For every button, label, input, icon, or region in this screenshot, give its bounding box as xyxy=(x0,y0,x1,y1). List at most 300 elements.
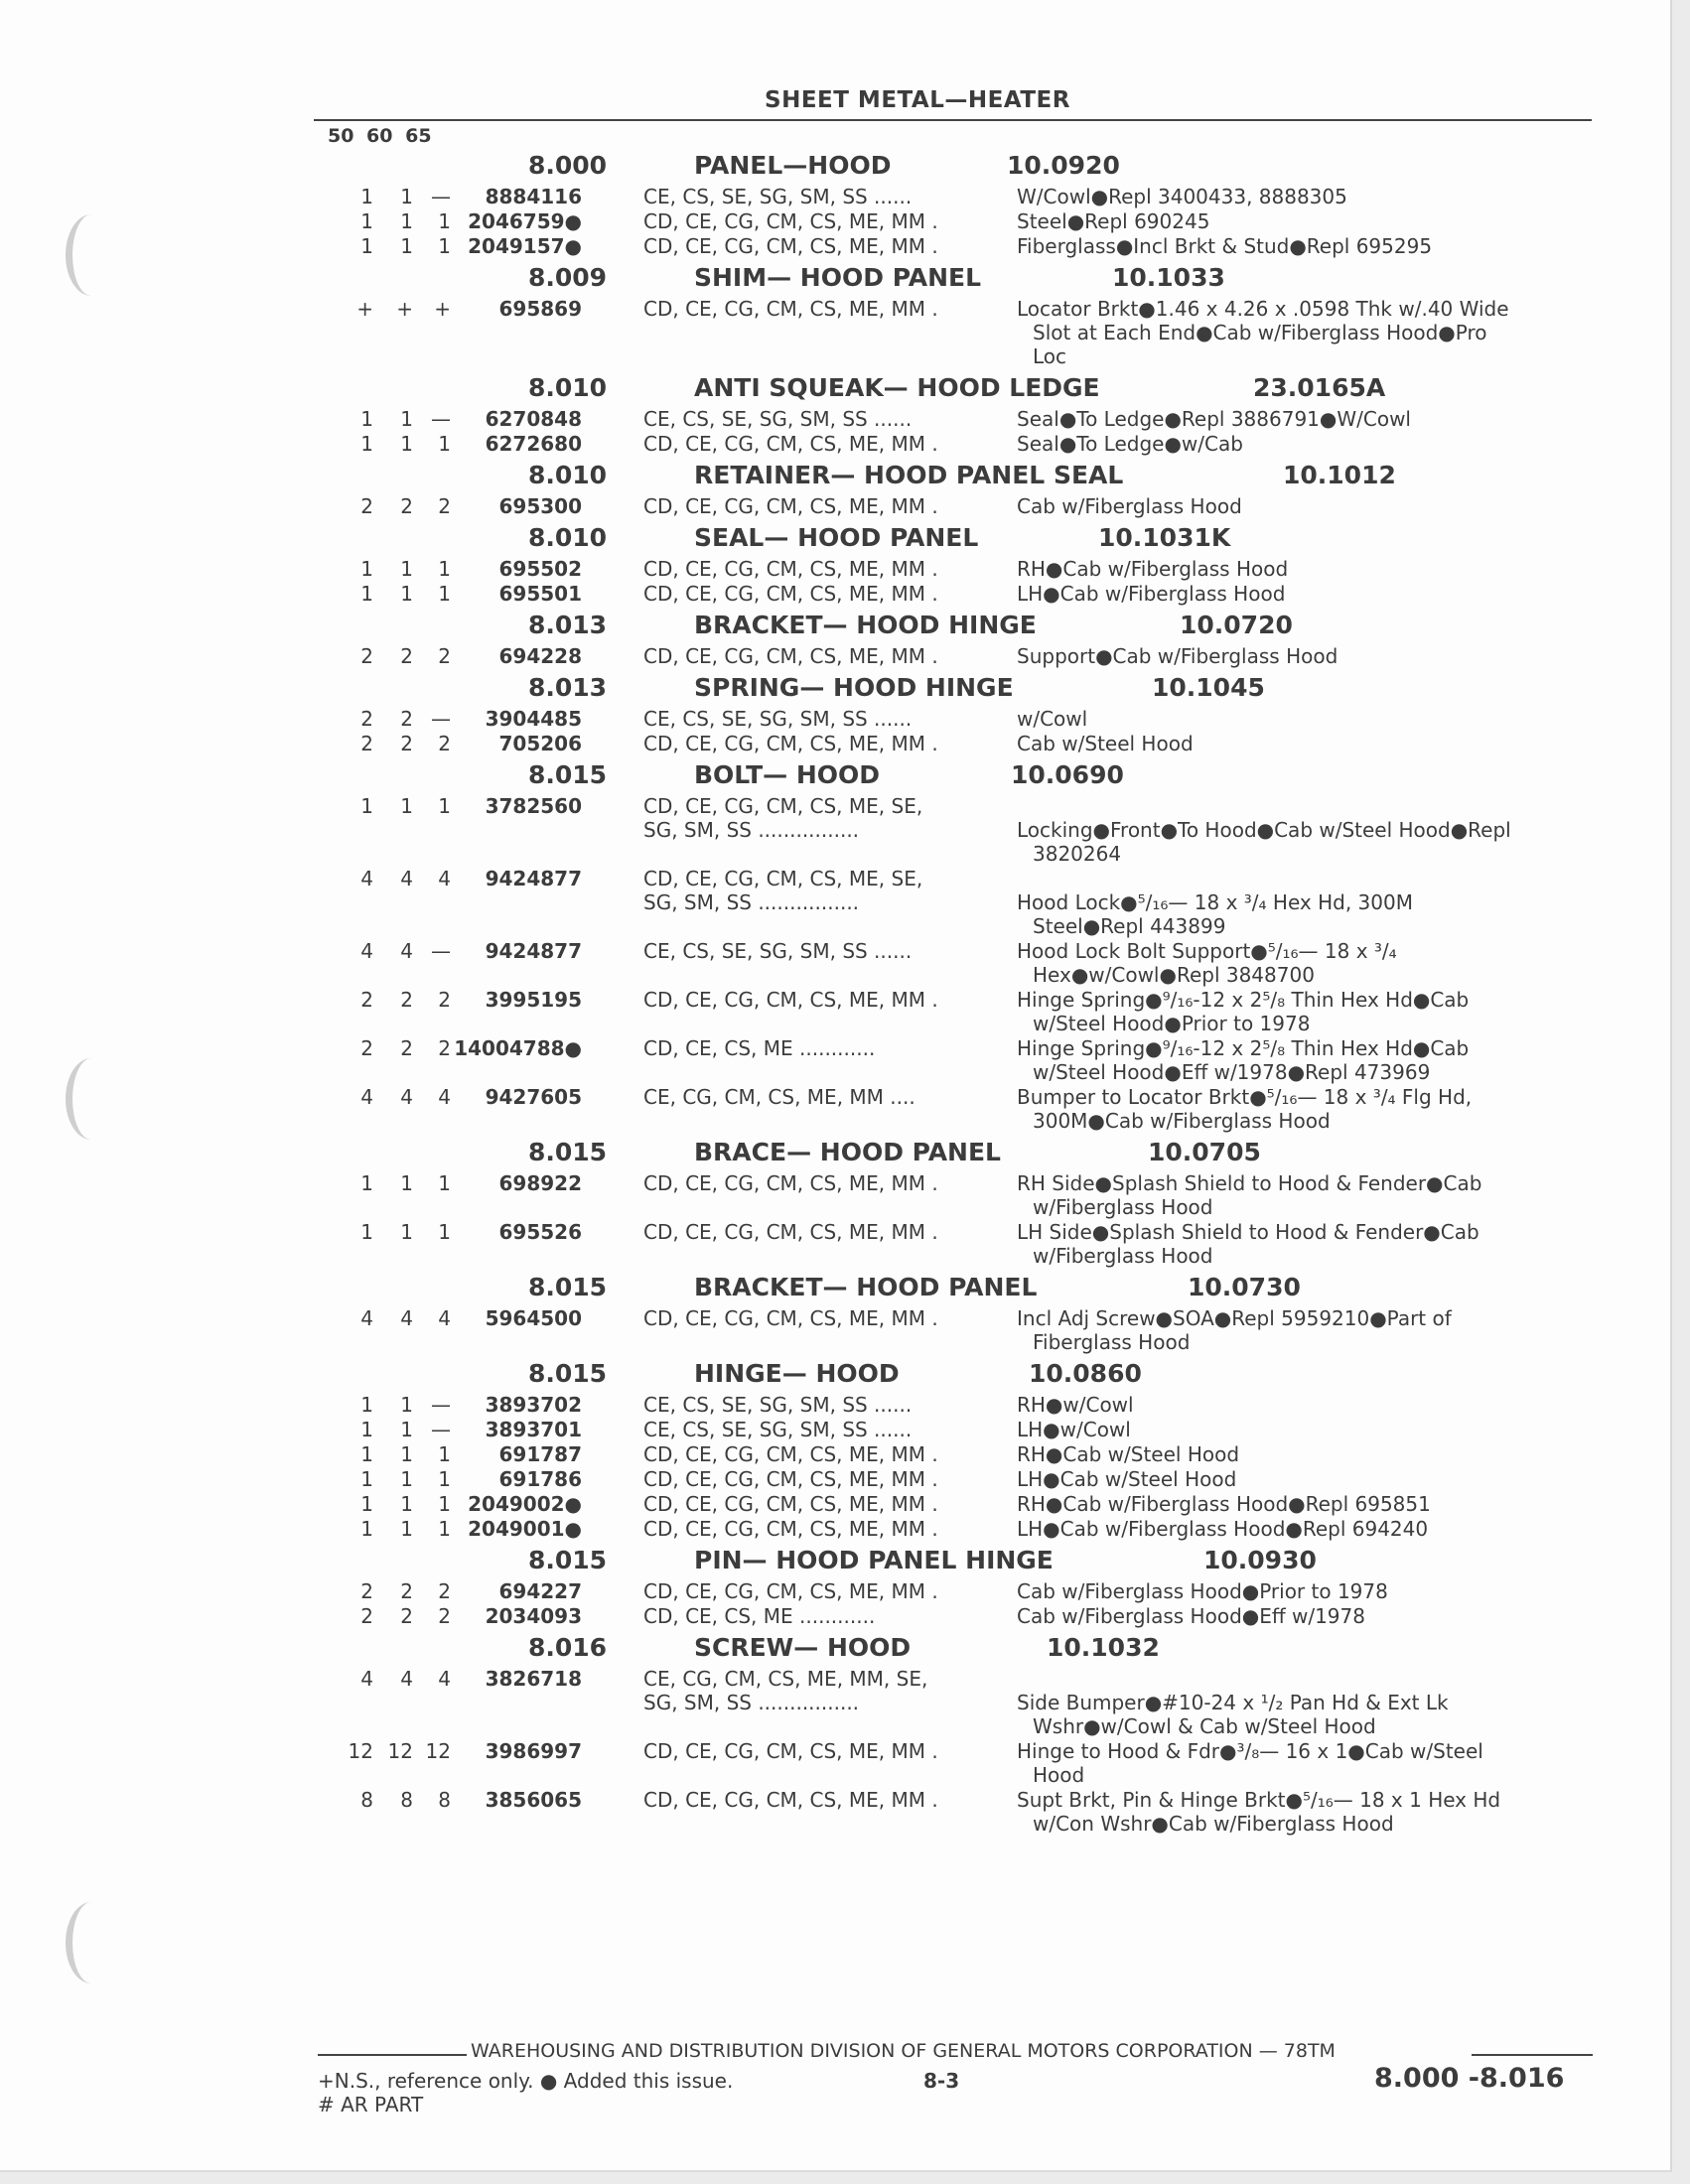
part-description: Cab w/Steel Hood xyxy=(1017,732,1194,755)
qty-65: 2 xyxy=(438,1579,451,1603)
parts-list xyxy=(0,147,1690,1837)
part-number: 695526 xyxy=(498,1220,582,1244)
part-description: Cab w/Fiberglass Hood xyxy=(1017,494,1242,518)
qty-50: 4 xyxy=(360,1085,373,1109)
part-number: 691787 xyxy=(498,1442,582,1466)
part-number: 3826718 xyxy=(485,1667,582,1691)
part-description: Seal●To Ledge●w/Cab xyxy=(1017,432,1243,456)
part-description: RH Side●Splash Shield to Hood & Fender●Cab xyxy=(1017,1171,1482,1195)
qty-60: 4 xyxy=(400,1306,413,1330)
qty-65: — xyxy=(431,1393,451,1417)
part-row xyxy=(0,988,1690,1036)
part-row xyxy=(0,1579,1690,1604)
part-row xyxy=(0,1220,1690,1269)
section-code: 10.0860 xyxy=(1029,1359,1142,1388)
part-description: W/Cowl●Repl 3400433, 8888305 xyxy=(1017,185,1347,208)
part-number: 2046759● xyxy=(468,209,582,233)
section-title: BRACKET— HOOD HINGE xyxy=(694,611,1037,639)
part-description: RH●Cab w/Fiberglass Hood xyxy=(1017,557,1289,581)
section-code: 10.1033 xyxy=(1112,263,1225,292)
part-description: LH●w/Cowl xyxy=(1017,1418,1131,1441)
model-codes: CD, CE, CG, CM, CS, ME, MM . xyxy=(643,234,938,258)
part-number: 14004788● xyxy=(454,1036,582,1060)
part-number: 3782560 xyxy=(485,794,582,818)
footer-notes: +N.S., reference only. ● Added this issue. xyxy=(318,2069,734,2093)
qty-65: 1 xyxy=(438,1517,451,1541)
qty-65: 4 xyxy=(438,867,451,890)
part-description: LH●Cab w/Steel Hood xyxy=(1017,1467,1237,1491)
section-heading xyxy=(0,669,1690,707)
qty-65: — xyxy=(431,1418,451,1441)
qty-65: 4 xyxy=(438,1085,451,1109)
qty-60: 4 xyxy=(400,1667,413,1691)
part-number: 9427605 xyxy=(485,1085,582,1109)
qty-50: 1 xyxy=(360,432,373,456)
model-codes: CD, CE, CG, CM, CS, ME, MM . xyxy=(643,1739,938,1763)
qty-50: 1 xyxy=(360,1467,373,1491)
part-description: 3820264 xyxy=(1033,842,1122,866)
qty-50: + xyxy=(356,297,373,321)
qty-65: 1 xyxy=(438,1442,451,1466)
qty-50: 1 xyxy=(360,1220,373,1244)
qty-50: 4 xyxy=(360,1306,373,1330)
part-description: Steel●Repl 690245 xyxy=(1017,209,1210,233)
model-codes: CD, CE, CG, CM, CS, ME, MM . xyxy=(643,1220,938,1244)
part-row xyxy=(0,1788,1690,1837)
section-code: 10.1031K xyxy=(1098,523,1231,552)
part-number: 3856065 xyxy=(485,1788,582,1812)
qty-50: 1 xyxy=(360,1517,373,1541)
qty-60: 1 xyxy=(400,1517,413,1541)
footer-division: WAREHOUSING AND DISTRIBUTION DIVISION OF GENERAL MOTORS CORPORATION — 78TM xyxy=(471,2040,1336,2062)
qty-50: 1 xyxy=(360,407,373,431)
qty-60: 1 xyxy=(400,407,413,431)
qty-50: 2 xyxy=(360,732,373,755)
part-row xyxy=(0,732,1690,756)
section-number: 8.015 xyxy=(528,1273,608,1301)
model-codes: CD, CE, CG, CM, CS, ME, MM . xyxy=(643,1306,938,1330)
model-codes-cont: SG, SM, SS ................ xyxy=(643,818,860,842)
part-description: w/Steel Hood●Eff w/1978●Repl 473969 xyxy=(1033,1060,1431,1084)
part-number: 3995195 xyxy=(485,988,582,1012)
part-row xyxy=(0,1085,1690,1134)
part-description: RH●Cab w/Fiberglass Hood●Repl 695851 xyxy=(1017,1492,1431,1516)
qty-50: 2 xyxy=(360,988,373,1012)
qty-60: 2 xyxy=(400,1036,413,1060)
model-codes: CD, CE, CG, CM, CS, ME, MM . xyxy=(643,1517,938,1541)
part-number: 698922 xyxy=(498,1171,582,1195)
model-codes: CD, CE, CG, CM, CS, ME, MM . xyxy=(643,1579,938,1603)
section-title: BRACKET— HOOD PANEL xyxy=(694,1273,1038,1301)
section-heading xyxy=(0,519,1690,557)
section-title: ANTI SQUEAK— HOOD LEDGE xyxy=(694,373,1100,402)
part-number: 3893702 xyxy=(485,1393,582,1417)
section-heading xyxy=(0,457,1690,494)
qty-60: 2 xyxy=(400,494,413,518)
qty-60: 1 xyxy=(400,557,413,581)
qty-60: + xyxy=(396,297,413,321)
qty-60: 2 xyxy=(400,732,413,755)
section-heading xyxy=(0,1629,1690,1667)
qty-65: 2 xyxy=(438,1036,451,1060)
part-description: Side Bumper●#10-24 x ¹/₂ Pan Hd & Ext Lk xyxy=(1017,1691,1449,1714)
header-rule xyxy=(314,119,1592,121)
model-codes: CD, CE, CG, CM, CS, ME, MM . xyxy=(643,1492,938,1516)
part-row xyxy=(0,1492,1690,1517)
qty-60: 12 xyxy=(387,1739,413,1763)
model-codes: CE, CS, SE, SG, SM, SS ...... xyxy=(643,1418,913,1441)
part-row xyxy=(0,1306,1690,1355)
section-heading xyxy=(0,1134,1690,1171)
qty-65: 2 xyxy=(438,644,451,668)
section-number: 8.009 xyxy=(528,263,608,292)
part-description: RH●w/Cowl xyxy=(1017,1393,1134,1417)
model-codes: CD, CE, CG, CM, CS, ME, SE, xyxy=(643,867,923,890)
section-number: 8.010 xyxy=(528,373,608,402)
qty-50: 1 xyxy=(360,1171,373,1195)
part-number: 2049157● xyxy=(468,234,582,258)
qty-60: 4 xyxy=(400,1085,413,1109)
qty-65: 1 xyxy=(438,209,451,233)
model-codes: CE, CS, SE, SG, SM, SS ...... xyxy=(643,939,913,963)
part-number: 3986997 xyxy=(485,1739,582,1763)
qty-65: 1 xyxy=(438,1171,451,1195)
part-number: 8884116 xyxy=(485,185,582,208)
part-description: Incl Adj Screw●SOA●Repl 5959210●Part of xyxy=(1017,1306,1452,1330)
part-description: LH●Cab w/Fiberglass Hood●Repl 694240 xyxy=(1017,1517,1429,1541)
part-description: Cab w/Fiberglass Hood●Eff w/1978 xyxy=(1017,1604,1365,1628)
qty-65: 1 xyxy=(438,234,451,258)
model-codes: CD, CE, CG, CM, CS, ME, MM . xyxy=(643,582,938,606)
section-number: 8.015 xyxy=(528,1546,608,1574)
section-code: 10.0930 xyxy=(1203,1546,1317,1574)
part-description: Fiberglass Hood xyxy=(1033,1330,1191,1354)
part-number: 3904485 xyxy=(485,707,582,731)
part-description: LH●Cab w/Fiberglass Hood xyxy=(1017,582,1286,606)
part-number: 2049002● xyxy=(468,1492,582,1516)
section-heading xyxy=(0,1355,1690,1393)
model-codes-cont: SG, SM, SS ................ xyxy=(643,890,860,914)
section-title: SEAL— HOOD PANEL xyxy=(694,523,979,552)
part-description: 300M●Cab w/Fiberglass Hood xyxy=(1033,1109,1331,1133)
model-codes: CD, CE, CG, CM, CS, ME, MM . xyxy=(643,1788,938,1812)
section-code: 10.0720 xyxy=(1180,611,1293,639)
binder-hole xyxy=(66,1902,117,1983)
qty-50: 2 xyxy=(360,644,373,668)
qty-60: 2 xyxy=(400,1604,413,1628)
part-row xyxy=(0,494,1690,519)
qty-65: — xyxy=(431,939,451,963)
model-codes: CE, CS, SE, SG, SM, SS ...... xyxy=(643,185,913,208)
qty-50: 2 xyxy=(360,494,373,518)
part-description: Hood Lock Bolt Support●⁵/₁₆— 18 x ³/₄ xyxy=(1017,939,1397,963)
part-number: 5964500 xyxy=(485,1306,582,1330)
part-row xyxy=(0,1418,1690,1442)
qty-50: 1 xyxy=(360,1418,373,1441)
section-number: 8.015 xyxy=(528,1138,608,1166)
qty-60: 2 xyxy=(400,707,413,731)
qty-50: 1 xyxy=(360,1492,373,1516)
part-number: 9424877 xyxy=(485,867,582,890)
section-number: 8.013 xyxy=(528,611,608,639)
section-title: PANEL—HOOD xyxy=(694,151,892,180)
part-row xyxy=(0,209,1690,234)
part-description: w/Fiberglass Hood xyxy=(1033,1244,1213,1268)
qty-65: 2 xyxy=(438,1604,451,1628)
part-description: Hood Lock●⁵/₁₆— 18 x ³/₄ Hex Hd, 300M xyxy=(1017,890,1413,914)
section-heading xyxy=(0,607,1690,644)
part-description: Seal●To Ledge●Repl 3886791●W/Cowl xyxy=(1017,407,1411,431)
qty-60: 1 xyxy=(400,1418,413,1441)
part-description: Slot at Each End●Cab w/Fiberglass Hood●Pro xyxy=(1033,321,1487,344)
section-code: 10.1032 xyxy=(1047,1633,1160,1662)
section-heading xyxy=(0,756,1690,794)
qty-65: 1 xyxy=(438,1467,451,1491)
qty-65: — xyxy=(431,185,451,208)
part-row xyxy=(0,1667,1690,1739)
part-row xyxy=(0,557,1690,582)
model-codes: CD, CE, CS, ME ............ xyxy=(643,1036,876,1060)
qty-50: 1 xyxy=(360,794,373,818)
part-row xyxy=(0,644,1690,669)
footer-rule xyxy=(1472,2054,1593,2056)
qty-65: 4 xyxy=(438,1667,451,1691)
qty-60: 1 xyxy=(400,1442,413,1466)
model-codes: CD, CE, CG, CM, CS, ME, MM . xyxy=(643,297,938,321)
qty-65: 1 xyxy=(438,1220,451,1244)
part-description: Support●Cab w/Fiberglass Hood xyxy=(1017,644,1338,668)
part-description: Supt Brkt, Pin & Hinge Brkt●⁵/₁₆— 18 x 1 Hex Hd xyxy=(1017,1788,1501,1812)
part-number: 6272680 xyxy=(485,432,582,456)
part-description: Steel●Repl 443899 xyxy=(1033,914,1226,938)
section-number: 8.010 xyxy=(528,523,608,552)
qty-50: 1 xyxy=(360,557,373,581)
section-code: 10.0730 xyxy=(1188,1273,1301,1301)
section-title: SCREW— HOOD xyxy=(694,1633,912,1662)
qty-60: 1 xyxy=(400,1393,413,1417)
part-row xyxy=(0,1171,1690,1220)
part-description: Fiberglass●Incl Brkt & Stud●Repl 695295 xyxy=(1017,234,1433,258)
qty-50: 2 xyxy=(360,1604,373,1628)
section-code: 23.0165A xyxy=(1253,373,1386,402)
part-number: 6270848 xyxy=(485,407,582,431)
part-row xyxy=(0,867,1690,939)
qty-65: 1 xyxy=(438,557,451,581)
qty-60: 2 xyxy=(400,988,413,1012)
model-codes: CE, CS, SE, SG, SM, SS ...... xyxy=(643,407,913,431)
part-row xyxy=(0,1739,1690,1788)
model-codes: CE, CG, CM, CS, ME, MM .... xyxy=(643,1085,915,1109)
model-codes: CD, CE, CG, CM, CS, ME, MM . xyxy=(643,732,938,755)
part-description: LH Side●Splash Shield to Hood & Fender●Cab xyxy=(1017,1220,1479,1244)
part-row xyxy=(0,432,1690,457)
footer-rule xyxy=(318,2054,467,2056)
part-description: w/Fiberglass Hood xyxy=(1033,1195,1213,1219)
section-code: 10.0705 xyxy=(1148,1138,1261,1166)
qty-60: 1 xyxy=(400,209,413,233)
section-title: PIN— HOOD PANEL HINGE xyxy=(694,1546,1054,1574)
qty-50: 8 xyxy=(360,1788,373,1812)
footer-ar-part: # AR PART xyxy=(318,2093,424,2116)
qty-60: 1 xyxy=(400,234,413,258)
qty-60: 1 xyxy=(400,1492,413,1516)
qty-65: 8 xyxy=(438,1788,451,1812)
section-code: 10.1045 xyxy=(1152,673,1265,702)
part-number: 3893701 xyxy=(485,1418,582,1441)
part-row xyxy=(0,939,1690,988)
part-number: 694228 xyxy=(498,644,582,668)
section-range: 8.000 -8.016 xyxy=(1374,2063,1565,2094)
qty-60: 1 xyxy=(400,1220,413,1244)
part-number: 2034093 xyxy=(485,1604,582,1628)
qty-65: 2 xyxy=(438,732,451,755)
qty-50: 1 xyxy=(360,185,373,208)
qty-65: 12 xyxy=(425,1739,451,1763)
part-description: w/Cowl xyxy=(1017,707,1088,731)
qty-50: 2 xyxy=(360,707,373,731)
section-title: BOLT— HOOD xyxy=(694,760,881,789)
qty-50: 12 xyxy=(348,1739,373,1763)
part-description: Cab w/Fiberglass Hood●Prior to 1978 xyxy=(1017,1579,1388,1603)
qty-60: 2 xyxy=(400,1579,413,1603)
qty-50: 4 xyxy=(360,939,373,963)
part-number: 691786 xyxy=(498,1467,582,1491)
part-description: RH●Cab w/Steel Hood xyxy=(1017,1442,1240,1466)
part-number: 695502 xyxy=(498,557,582,581)
part-row xyxy=(0,1393,1690,1418)
part-description: Locking●Front●To Hood●Cab w/Steel Hood●Repl xyxy=(1017,818,1511,842)
qty-65: 4 xyxy=(438,1306,451,1330)
model-codes: CD, CE, CG, CM, CS, ME, MM . xyxy=(643,1442,938,1466)
part-row xyxy=(0,297,1690,369)
model-codes: CD, CE, CG, CM, CS, ME, MM . xyxy=(643,644,938,668)
part-number: 695501 xyxy=(498,582,582,606)
qty-50: 1 xyxy=(360,234,373,258)
qty-60: 4 xyxy=(400,867,413,890)
part-number: 2049001● xyxy=(468,1517,582,1541)
model-codes: CE, CS, SE, SG, SM, SS ...... xyxy=(643,707,913,731)
model-codes: CD, CE, CG, CM, CS, ME, MM . xyxy=(643,209,938,233)
section-title: HINGE— HOOD xyxy=(694,1359,900,1388)
qty-50: 1 xyxy=(360,582,373,606)
section-code: 10.1012 xyxy=(1283,461,1396,489)
part-description: Hinge to Hood & Fdr●³/₈— 16 x 1●Cab w/Steel xyxy=(1017,1739,1483,1763)
section-title: SHIM— HOOD PANEL xyxy=(694,263,982,292)
qty-65: 1 xyxy=(438,794,451,818)
model-codes: CD, CE, CG, CM, CS, ME, MM . xyxy=(643,432,938,456)
section-title: RETAINER— HOOD PANEL SEAL xyxy=(694,461,1124,489)
model-years-header: 50 60 65 xyxy=(328,125,432,147)
part-number: 695869 xyxy=(498,297,582,321)
part-description: Hinge Spring●⁹/₁₆-12 x 2⁵/₈ Thin Hex Hd●Cab xyxy=(1017,988,1470,1012)
qty-50: 2 xyxy=(360,1036,373,1060)
part-row xyxy=(0,794,1690,867)
qty-65: 1 xyxy=(438,1492,451,1516)
qty-60: 8 xyxy=(400,1788,413,1812)
qty-65: + xyxy=(434,297,451,321)
qty-50: 1 xyxy=(360,1442,373,1466)
part-row xyxy=(0,234,1690,259)
qty-65: 2 xyxy=(438,988,451,1012)
part-number: 9424877 xyxy=(485,939,582,963)
part-row xyxy=(0,1604,1690,1629)
section-heading xyxy=(0,259,1690,297)
page-number: 8-3 xyxy=(923,2069,960,2093)
section-heading xyxy=(0,147,1690,185)
part-row xyxy=(0,1036,1690,1085)
part-description: w/Con Wshr●Cab w/Fiberglass Hood xyxy=(1033,1812,1394,1836)
section-title: BRACE— HOOD PANEL xyxy=(694,1138,1001,1166)
qty-50: 4 xyxy=(360,867,373,890)
section-number: 8.010 xyxy=(528,461,608,489)
part-number: 694227 xyxy=(498,1579,582,1603)
page-title: SHEET METAL—HEATER xyxy=(765,87,1070,113)
qty-65: 2 xyxy=(438,494,451,518)
qty-60: 1 xyxy=(400,1467,413,1491)
qty-50: 4 xyxy=(360,1667,373,1691)
model-codes-cont: SG, SM, SS ................ xyxy=(643,1691,860,1714)
model-codes: CD, CE, CG, CM, CS, ME, MM . xyxy=(643,988,938,1012)
section-number: 8.015 xyxy=(528,760,608,789)
section-number: 8.016 xyxy=(528,1633,608,1662)
section-code: 10.0690 xyxy=(1011,760,1124,789)
section-number: 8.013 xyxy=(528,673,608,702)
qty-60: 1 xyxy=(400,185,413,208)
qty-65: 1 xyxy=(438,582,451,606)
part-description: Hood xyxy=(1033,1763,1085,1787)
part-description: Wshr●w/Cowl & Cab w/Steel Hood xyxy=(1033,1714,1376,1738)
model-codes: CD, CE, CG, CM, CS, ME, MM . xyxy=(643,1171,938,1195)
part-row xyxy=(0,407,1690,432)
part-number: 695300 xyxy=(498,494,582,518)
model-codes: CD, CE, CG, CM, CS, ME, MM . xyxy=(643,1467,938,1491)
model-codes: CD, CE, CS, ME ............ xyxy=(643,1604,876,1628)
part-row xyxy=(0,582,1690,607)
qty-60: 2 xyxy=(400,644,413,668)
part-row xyxy=(0,185,1690,209)
qty-50: 2 xyxy=(360,1579,373,1603)
section-number: 8.000 xyxy=(528,151,608,180)
section-title: SPRING— HOOD HINGE xyxy=(694,673,1014,702)
model-codes: CD, CE, CG, CM, CS, ME, SE, xyxy=(643,794,923,818)
qty-60: 1 xyxy=(400,582,413,606)
part-row xyxy=(0,1442,1690,1467)
model-codes: CE, CG, CM, CS, ME, MM, SE, xyxy=(643,1667,928,1691)
section-heading xyxy=(0,369,1690,407)
part-description: Hex●w/Cowl●Repl 3848700 xyxy=(1033,963,1315,987)
part-row xyxy=(0,707,1690,732)
qty-65: — xyxy=(431,407,451,431)
part-number: 705206 xyxy=(498,732,582,755)
part-description: Bumper to Locator Brkt●⁵/₁₆— 18 x ³/₄ Flg Hd, xyxy=(1017,1085,1473,1109)
qty-50: 1 xyxy=(360,209,373,233)
qty-60: 4 xyxy=(400,939,413,963)
qty-50: 1 xyxy=(360,1393,373,1417)
qty-60: 1 xyxy=(400,1171,413,1195)
part-description: Hinge Spring●⁹/₁₆-12 x 2⁵/₈ Thin Hex Hd●Cab xyxy=(1017,1036,1470,1060)
qty-65: 1 xyxy=(438,432,451,456)
model-codes: CD, CE, CG, CM, CS, ME, MM . xyxy=(643,494,938,518)
section-number: 8.015 xyxy=(528,1359,608,1388)
qty-65: — xyxy=(431,707,451,731)
part-description: Locator Brkt●1.46 x 4.26 x .0598 Thk w/.40 Wide xyxy=(1017,297,1509,321)
part-row xyxy=(0,1517,1690,1542)
section-heading xyxy=(0,1269,1690,1306)
part-row xyxy=(0,1467,1690,1492)
part-description: w/Steel Hood●Prior to 1978 xyxy=(1033,1012,1311,1035)
model-codes: CE, CS, SE, SG, SM, SS ...... xyxy=(643,1393,913,1417)
qty-60: 1 xyxy=(400,432,413,456)
